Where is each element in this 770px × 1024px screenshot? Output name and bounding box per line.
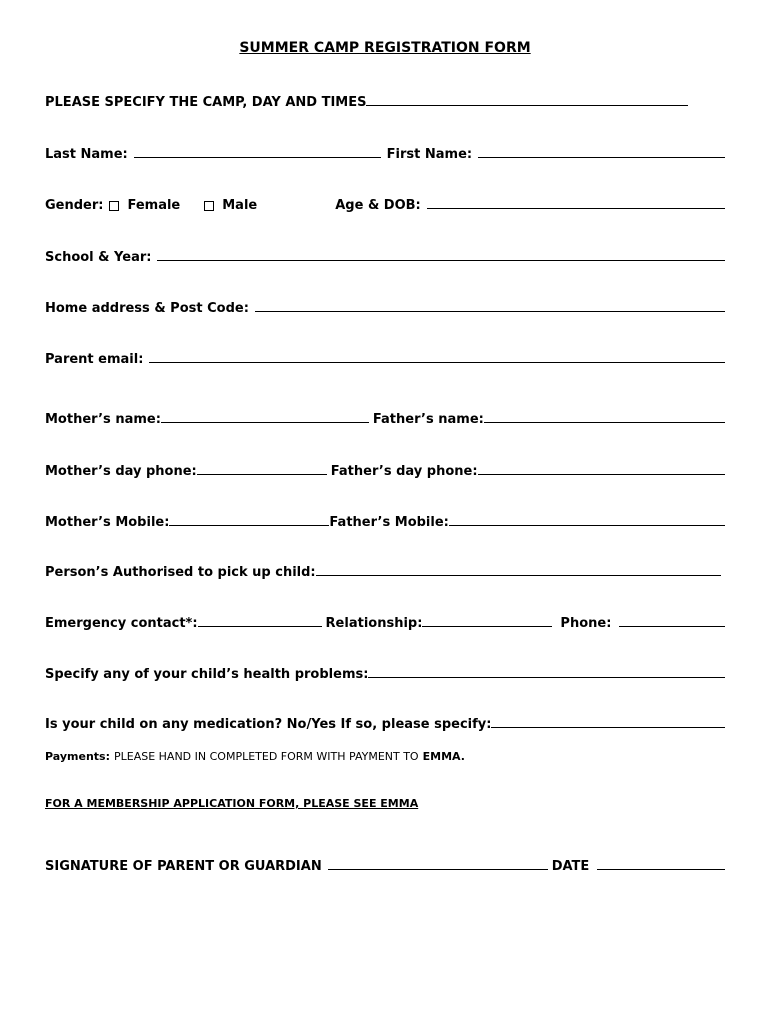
female-label: Female <box>127 198 181 213</box>
health-problems-field[interactable] <box>368 677 725 678</box>
school-row <box>45 247 725 265</box>
age-dob-field[interactable] <box>427 208 725 209</box>
parents-name-row <box>45 409 725 427</box>
medication-row <box>45 714 725 732</box>
school-year-field[interactable] <box>157 260 725 261</box>
fathers-name-field[interactable] <box>484 422 725 423</box>
home-address-field[interactable] <box>255 311 725 312</box>
mothers-day-phone-field[interactable] <box>197 474 327 475</box>
relationship-field[interactable] <box>422 626 552 627</box>
mothers-mobile-field[interactable] <box>169 525 329 526</box>
mothers-day-phone-label: Mother’s day phone: <box>45 464 197 479</box>
fathers-day-phone-field[interactable] <box>478 474 725 475</box>
date-label: DATE <box>551 859 590 874</box>
date-field[interactable] <box>597 869 725 870</box>
pickup-row <box>45 562 725 580</box>
age-dob-label: Age & DOB: <box>335 198 421 213</box>
camp-times-field[interactable] <box>366 105 688 106</box>
authorised-pickup-field[interactable] <box>316 575 721 576</box>
health-row <box>45 664 725 682</box>
mothers-mobile-label: Mother’s Mobile: <box>45 515 170 530</box>
form-title: SUMMER CAMP REGISTRATION FORM <box>239 40 531 56</box>
address-row <box>45 298 725 316</box>
medication-label: Is your child on any medication? No/Yes If so, please specify: <box>45 717 492 732</box>
mothers-name-field[interactable] <box>161 422 369 423</box>
phone-field[interactable] <box>619 626 725 627</box>
signature-field[interactable] <box>328 869 548 870</box>
relationship-label: Relationship: <box>325 616 423 631</box>
name-row <box>45 144 725 162</box>
payments-row <box>45 745 725 763</box>
payments-label: Payments: <box>45 750 110 763</box>
payments-text: PLEASE HAND IN COMPLETED FORM WITH PAYMENT TO <box>113 750 419 763</box>
camp-times-row <box>45 92 725 110</box>
school-year-label: School & Year: <box>45 250 152 265</box>
medication-field[interactable] <box>491 727 725 728</box>
gender-row <box>45 195 725 213</box>
parent-email-field[interactable] <box>149 362 725 363</box>
gender-label: Gender: <box>45 198 104 213</box>
authorised-pickup-label: Person’s Authorised to pick up child: <box>45 565 316 580</box>
last-name-field[interactable] <box>134 157 381 158</box>
emergency-row <box>45 613 725 631</box>
camp-times-label: PLEASE SPECIFY THE CAMP, DAY AND TIMES <box>45 95 367 110</box>
membership-note: FOR A MEMBERSHIP APPLICATION FORM, PLEASE SEE EMMA <box>45 797 419 810</box>
parent-email-label: Parent email: <box>45 352 144 367</box>
signature-row <box>45 856 725 874</box>
mothers-name-label: Mother’s name: <box>45 412 161 427</box>
email-row <box>45 349 725 367</box>
payments-name: EMMA. <box>422 750 465 763</box>
first-name-label: First Name: <box>386 147 473 162</box>
male-label: Male <box>222 198 258 213</box>
emergency-contact-field[interactable] <box>198 626 322 627</box>
fathers-mobile-label: Father’s Mobile: <box>329 515 449 530</box>
fathers-day-phone-label: Father’s day phone: <box>330 464 478 479</box>
health-problems-label: Specify any of your child’s health problems: <box>45 667 369 682</box>
last-name-label: Last Name: <box>45 147 128 162</box>
phone-label: Phone: <box>560 616 612 631</box>
mobile-row <box>45 512 725 530</box>
membership-row <box>45 792 725 810</box>
day-phone-row <box>45 461 725 479</box>
female-checkbox[interactable] <box>109 201 119 211</box>
fathers-mobile-field[interactable] <box>449 525 725 526</box>
home-address-label: Home address & Post Code: <box>45 301 249 316</box>
male-checkbox[interactable] <box>204 201 214 211</box>
signature-label: SIGNATURE OF PARENT OR GUARDIAN <box>45 859 322 874</box>
fathers-name-label: Father’s name: <box>372 412 484 427</box>
emergency-contact-label: Emergency contact*: <box>45 616 198 631</box>
first-name-field[interactable] <box>478 157 725 158</box>
